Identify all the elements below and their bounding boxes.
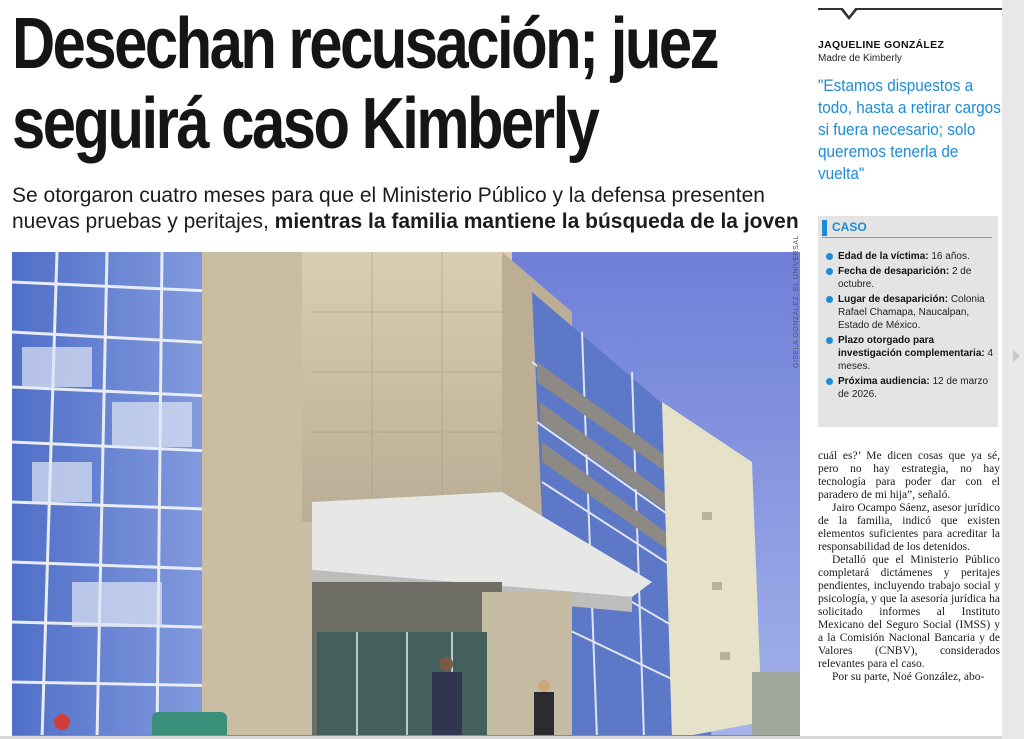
case-fact-label: Lugar de desaparición: [838, 294, 949, 305]
case-fact-value: 16 años. [931, 251, 970, 262]
case-box-title: CASO [832, 220, 867, 234]
case-box-rule [822, 237, 992, 238]
case-fact-label: Próxima audiencia: [838, 376, 930, 387]
page-scrollbar[interactable] [1002, 0, 1024, 739]
case-fact-label: Plazo otorgado para investigación complementaria: [838, 335, 985, 359]
case-fact-value: 2 de octubre. [838, 266, 972, 290]
body-paragraph: Por su parte, Noé González, abo- [832, 671, 985, 683]
bullet-dot-icon [826, 296, 833, 303]
body-paragraph: Jairo Ocampo Sáenz, asesor jurídico de la familia, indicó que existen elementos suficientes para acreditar la responsabilidad de los detenidos. [818, 502, 1000, 553]
case-fact-label: Fecha de desaparición: [838, 266, 950, 277]
quote-author-role: Madre de Kimberly [818, 53, 902, 64]
headline-line-1: Desechan recusación; juez [12, 4, 717, 84]
bullet-dot-icon [826, 253, 833, 260]
dek-bold: mientras la familia mantiene la búsqueda de la joven [274, 210, 799, 233]
case-fact-label: Edad de la víctima: [838, 251, 929, 262]
case-fact-item [826, 265, 996, 291]
case-info-box [818, 216, 998, 427]
bullet-dot-icon [826, 337, 833, 344]
body-paragraph: cuál es?’ Me dicen cosas que ya sé, pero no hay estrategia, no hay tecnología para poder dar con el paradero de mi hija”, señaló. [818, 450, 1000, 501]
headline-line-2: seguirá caso Kimberly [12, 84, 598, 164]
case-box-header [818, 220, 998, 236]
bullet-dot-icon [826, 268, 833, 275]
case-fact-item [826, 250, 996, 263]
dek-subheadline [12, 183, 802, 235]
case-accent-bar [822, 220, 827, 236]
case-fact-value: 12 de marzo de 2026. [838, 376, 989, 400]
case-fact-value: Colonia Rafael Chamapa, Naucalpan, Estado de México. [838, 294, 985, 331]
bullet-dot-icon [826, 378, 833, 385]
chevron-down-icon [840, 9, 858, 20]
case-fact-item [826, 334, 996, 373]
case-fact-item [826, 293, 996, 332]
pull-quote: "Estamos dispuestos a todo, hasta a retirar cargos si fuera necesario; solo queremos tenerla de vuelta" [818, 76, 1001, 183]
case-facts-list [826, 250, 996, 403]
next-page-arrow-icon[interactable] [1013, 350, 1020, 362]
case-fact-item [826, 375, 996, 401]
headline [12, 4, 717, 164]
courthouse-photo [12, 252, 800, 739]
photo-credit: GISELA GONZÁLEZ, EL UNIVERSAL [793, 235, 800, 368]
body-paragraph: Detalló que el Ministerio Público completará dictámenes y peritajes pendientes, incluyendo trabajo social y psicología, y que la asesoría jurídica ha solicitado informes al Instituto Mexicano del Seguro Social (IMSS) y a la Comisión Nacional Bancaria y de Valores (CNBV), considerados relevantes para el caso. [818, 554, 1000, 670]
case-fact-value: 4 meses. [838, 348, 994, 372]
article-body-column [818, 450, 1000, 684]
quote-author-name: JAQUELINE GONZÁLEZ [818, 39, 945, 51]
dek-regular: Se otorgaron cuatro meses para que el Ministerio Público y la defensa presenten nuevas pruebas y peritajes, [12, 184, 765, 233]
